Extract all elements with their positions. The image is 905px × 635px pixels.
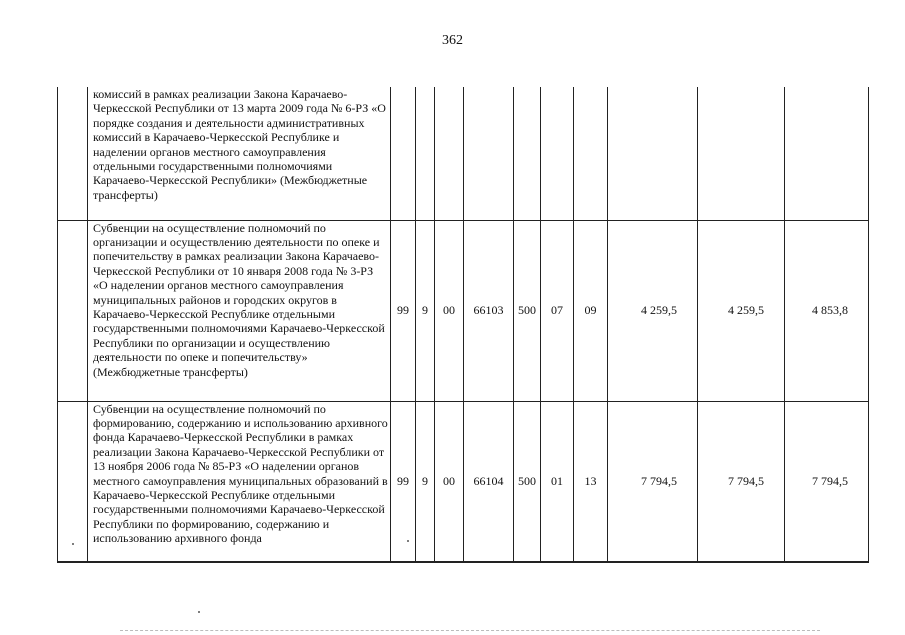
code-cell: 01 [541, 401, 574, 562]
amount-cell: 4 853,8 [785, 220, 869, 401]
code-cell: 00 [435, 401, 464, 562]
code-cell: 07 [541, 220, 574, 401]
code-cell [464, 87, 514, 220]
page-number: 362 [442, 33, 463, 48]
amount-cell: 7 794,5 [785, 401, 869, 562]
table-row [58, 87, 869, 220]
scan-speck [407, 540, 409, 542]
scan-speck [72, 543, 74, 545]
code-cell: 9 [416, 401, 435, 562]
code-cell: 99 [391, 220, 416, 401]
code-cell [514, 87, 541, 220]
scan-edge-line [120, 630, 820, 632]
amount-cell: 4 259,5 [698, 220, 785, 401]
row-marker-cell [58, 87, 88, 220]
scan-speck [198, 611, 200, 613]
amount-cell [698, 87, 785, 220]
code-cell: 13 [574, 401, 608, 562]
row-marker-cell [58, 220, 88, 401]
code-cell [541, 87, 574, 220]
description-cell: Субвенции на осуществление полномочий по формированию, содержанию и использованию архивного фонда Карачаево-Черкесской Республики в рамках реализации Закона Карачаево-Черкесской Республики от 13 ноября 2006 года № 85-РЗ «О наделении органов местного самоуправления муниципальных образований в Карачаево-Черкесской Республике отдельными государственными полномочиями Карачаево-Черкесской Республики по формированию, содержанию и использованию архивного фонда [88, 401, 391, 562]
code-cell: 66103 [464, 220, 514, 401]
code-cell: 9 [416, 220, 435, 401]
amount-cell: 7 794,5 [608, 401, 698, 562]
table-row [58, 401, 869, 562]
amount-cell [785, 87, 869, 220]
row-marker-cell [58, 401, 88, 562]
table-row [58, 220, 869, 401]
amount-cell: 4 259,5 [608, 220, 698, 401]
code-cell: 500 [514, 220, 541, 401]
code-cell [391, 87, 416, 220]
code-cell [416, 87, 435, 220]
code-cell: 09 [574, 220, 608, 401]
code-cell: 99 [391, 401, 416, 562]
description-cell: комиссий в рамках реализации Закона Карачаево-Черкесской Республики от 13 марта 2009 года № 6-РЗ «О порядке создания и деятельности административных комиссий в Карачаево-Черкесской Республике и наделении органов местного самоуправления отдельными государственными полномочиями Карачаево-Черкесской Республики» (Межбюджетные трансферты) [88, 87, 391, 220]
code-cell: 66104 [464, 401, 514, 562]
code-cell [574, 87, 608, 220]
code-cell: 00 [435, 220, 464, 401]
code-cell: 500 [514, 401, 541, 562]
amount-cell: 7 794,5 [698, 401, 785, 562]
code-cell [435, 87, 464, 220]
amount-cell [608, 87, 698, 220]
description-cell: Субвенции на осуществление полномочий по организации и осуществлению деятельности по опеке и попечительству в рамках реализации Закона Карачаево-Черкесской Республики от 10 января 2008 года № 3-РЗ «О наделении органов местного самоуправления муниципальных районов и городских округов в Карачаево-Черкесской Республике отдельными государственными полномочиями Карачаево-Черкесской Республики по организации и осуществлению деятельности по опеке и попечительству» (Межбюджетные трансферты) [88, 220, 391, 401]
budget-table [57, 87, 869, 563]
